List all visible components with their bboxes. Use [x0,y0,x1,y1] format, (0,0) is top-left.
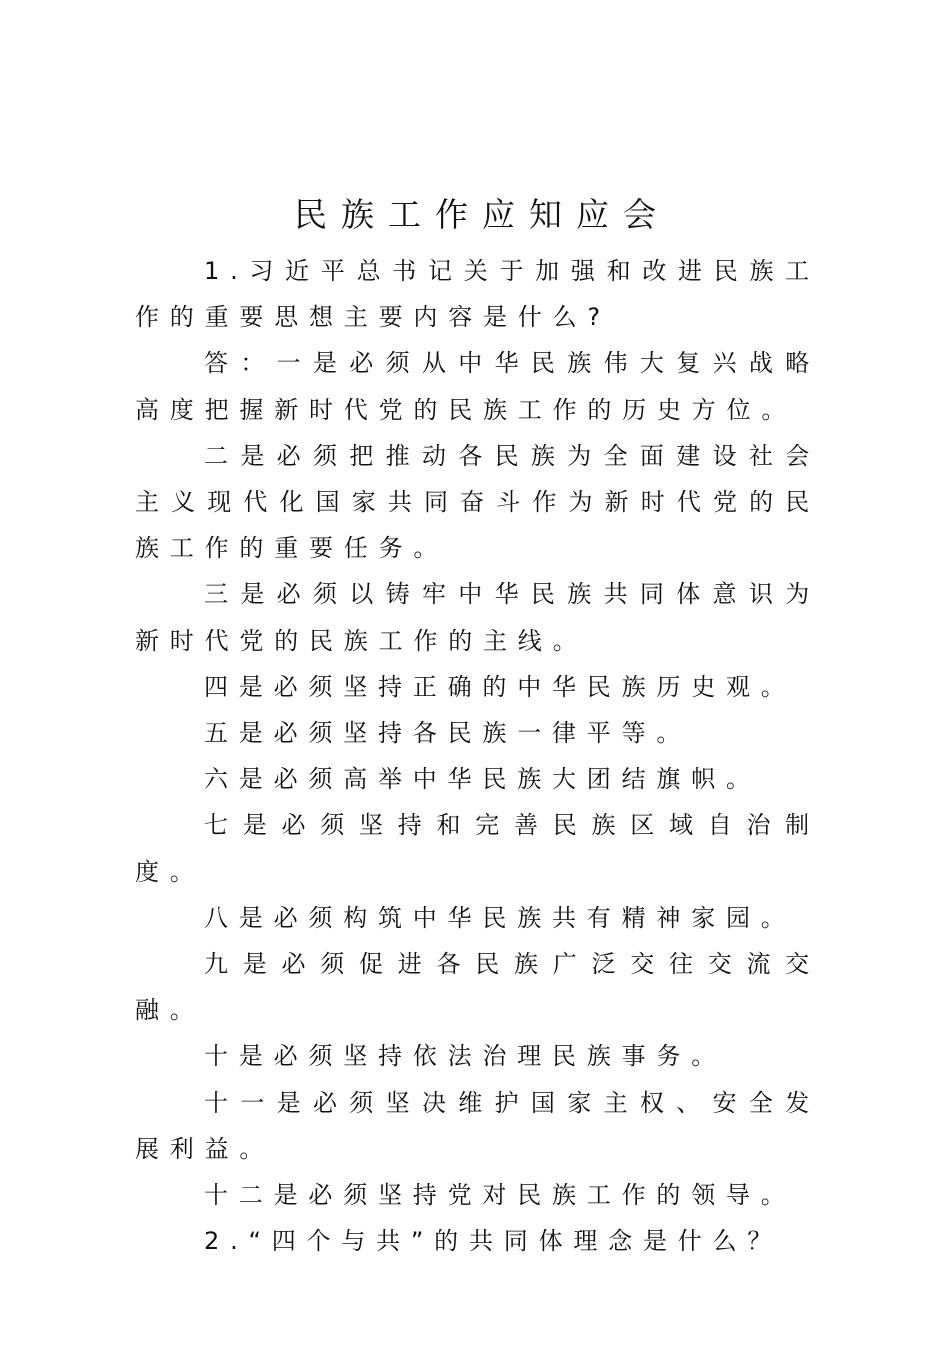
answer-point-12: 十二是必须坚持党对民族工作的领导。 [204,1181,796,1210]
answer-point-5: 五是必须坚持各民族一律平等。 [204,719,692,748]
question-1: 1.习近平总书记关于加强和改进民族工作的重要思想主要内容是什么? [135,257,820,332]
document-body [135,248,820,1264]
answer-point-3: 三是必须以铸牢中华民族共同体意识为新时代党的民族工作的主线。 [135,580,820,655]
answer-point-7: 七是必须坚持和完善民族区域自治制度。 [135,811,820,886]
answer-point-8: 八是必须构筑中华民族共有精神家园。 [204,903,796,932]
document-title: 民族工作应知应会 [294,195,670,234]
answer-point-1: 答：一是必须从中华民族伟大复兴战略高度把握新时代党的民族工作的历史方位。 [135,349,820,424]
answer-point-9: 九是必须促进各民族广泛交往交流交融。 [135,950,820,1025]
question-2: 2.“四个与共”的共同体理念是什么？ [204,1227,783,1256]
answer-point-4: 四是必须坚持正确的中华民族历史观。 [204,672,796,701]
answer-point-6: 六是必须高举中华民族大团结旗帜。 [204,765,761,794]
answer-point-2: 二是必须把推动各民族为全面建设社会主义现代化国家共同奋斗作为新时代党的民族工作的重要任务。 [135,441,820,563]
answer-point-11: 十一是必须坚决维护国家主权、安全发展利益。 [135,1088,820,1163]
answer-point-10: 十是必须坚持依法治理民族事务。 [204,1042,726,1071]
